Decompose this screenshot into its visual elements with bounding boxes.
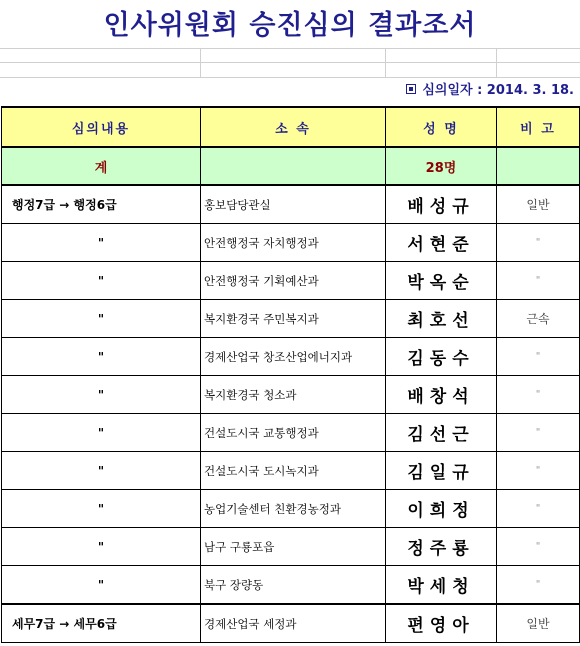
cell-person-name: 박세청 bbox=[386, 566, 497, 605]
grid-line bbox=[385, 48, 386, 78]
total-count: 28명 bbox=[386, 147, 497, 185]
table-row bbox=[2, 338, 580, 376]
cell-department: 남구 구룡포읍 bbox=[201, 528, 386, 566]
total-empty-cell bbox=[201, 147, 386, 185]
total-label: 계 bbox=[2, 147, 201, 185]
table-row bbox=[2, 414, 580, 452]
table-row bbox=[2, 224, 580, 262]
cell-person-name: 배성규 bbox=[386, 185, 497, 224]
cell-note: 근속 bbox=[497, 300, 580, 338]
cell-review-content: 세무7급 → 세무6급 bbox=[2, 604, 201, 643]
cell-department: 농업기술센터 친환경농정과 bbox=[201, 490, 386, 528]
cell-review-content: " bbox=[2, 414, 201, 452]
cell-review-content: " bbox=[2, 490, 201, 528]
cell-review-content: " bbox=[2, 376, 201, 414]
cell-department: 안전행정국 기획예산과 bbox=[201, 262, 386, 300]
grid-line bbox=[496, 48, 497, 78]
cell-person-name: 이희정 bbox=[386, 490, 497, 528]
table-header-row bbox=[2, 107, 580, 147]
table-row bbox=[2, 185, 580, 224]
cell-department: 북구 장량동 bbox=[201, 566, 386, 605]
cell-review-content: " bbox=[2, 262, 201, 300]
grid-line bbox=[0, 77, 580, 78]
total-empty-cell bbox=[497, 147, 580, 185]
square-bullet-icon bbox=[406, 84, 416, 94]
cell-person-name: 배창석 bbox=[386, 376, 497, 414]
header-cell-name: 성 명 bbox=[386, 107, 497, 147]
cell-review-content: " bbox=[2, 224, 201, 262]
cell-person-name: 김동수 bbox=[386, 338, 497, 376]
cell-note: " bbox=[497, 262, 580, 300]
cell-department: 건설도시국 도시녹지과 bbox=[201, 452, 386, 490]
cell-department: 복지환경국 청소과 bbox=[201, 376, 386, 414]
table-row bbox=[2, 262, 580, 300]
header-cell-dept: 소 속 bbox=[201, 107, 386, 147]
cell-department: 경제산업국 세정과 bbox=[201, 604, 386, 643]
table-row bbox=[2, 452, 580, 490]
header-cell-review: 심의내용 bbox=[2, 107, 201, 147]
cell-review-content: " bbox=[2, 338, 201, 376]
cell-note: " bbox=[497, 452, 580, 490]
cell-note: " bbox=[497, 528, 580, 566]
cell-note: " bbox=[497, 490, 580, 528]
cell-department: 안전행정국 자치행정과 bbox=[201, 224, 386, 262]
page-title: 인사위원회 승진심의 결과조서 bbox=[103, 10, 477, 41]
cell-note: 일반 bbox=[497, 185, 580, 224]
cell-person-name: 김선근 bbox=[386, 414, 497, 452]
cell-note: " bbox=[497, 376, 580, 414]
grid-line bbox=[200, 48, 201, 78]
cell-note: " bbox=[497, 566, 580, 605]
promotion-results-table bbox=[1, 106, 580, 643]
review-date-text: 심의일자 : 2014. 3. 18. bbox=[422, 83, 574, 98]
review-date bbox=[406, 80, 574, 102]
cell-person-name: 서현준 bbox=[386, 224, 497, 262]
cell-note: " bbox=[497, 414, 580, 452]
grid-line bbox=[0, 62, 580, 63]
cell-review-content: " bbox=[2, 566, 201, 605]
cell-note: " bbox=[497, 224, 580, 262]
cell-review-content: " bbox=[2, 452, 201, 490]
table-row bbox=[2, 376, 580, 414]
grid-line bbox=[0, 48, 580, 49]
cell-person-name: 편영아 bbox=[386, 604, 497, 643]
table-row bbox=[2, 528, 580, 566]
cell-note: " bbox=[497, 338, 580, 376]
cell-department: 홍보담당관실 bbox=[201, 185, 386, 224]
cell-department: 경제산업국 창조산업에너지과 bbox=[201, 338, 386, 376]
cell-department: 건설도시국 교통행정과 bbox=[201, 414, 386, 452]
cell-review-content: " bbox=[2, 528, 201, 566]
cell-person-name: 박옥순 bbox=[386, 262, 497, 300]
cell-person-name: 김일규 bbox=[386, 452, 497, 490]
total-row bbox=[2, 147, 580, 185]
cell-note: 일반 bbox=[497, 604, 580, 643]
cell-department: 복지환경국 주민복지과 bbox=[201, 300, 386, 338]
header-cell-note: 비 고 bbox=[497, 107, 580, 147]
table-row bbox=[2, 490, 580, 528]
cell-review-content: " bbox=[2, 300, 201, 338]
table-row bbox=[2, 566, 580, 605]
cell-person-name: 최호선 bbox=[386, 300, 497, 338]
table-row bbox=[2, 300, 580, 338]
cell-person-name: 정주룡 bbox=[386, 528, 497, 566]
cell-review-content: 행정7급 → 행정6급 bbox=[2, 185, 201, 224]
table-row bbox=[2, 604, 580, 643]
